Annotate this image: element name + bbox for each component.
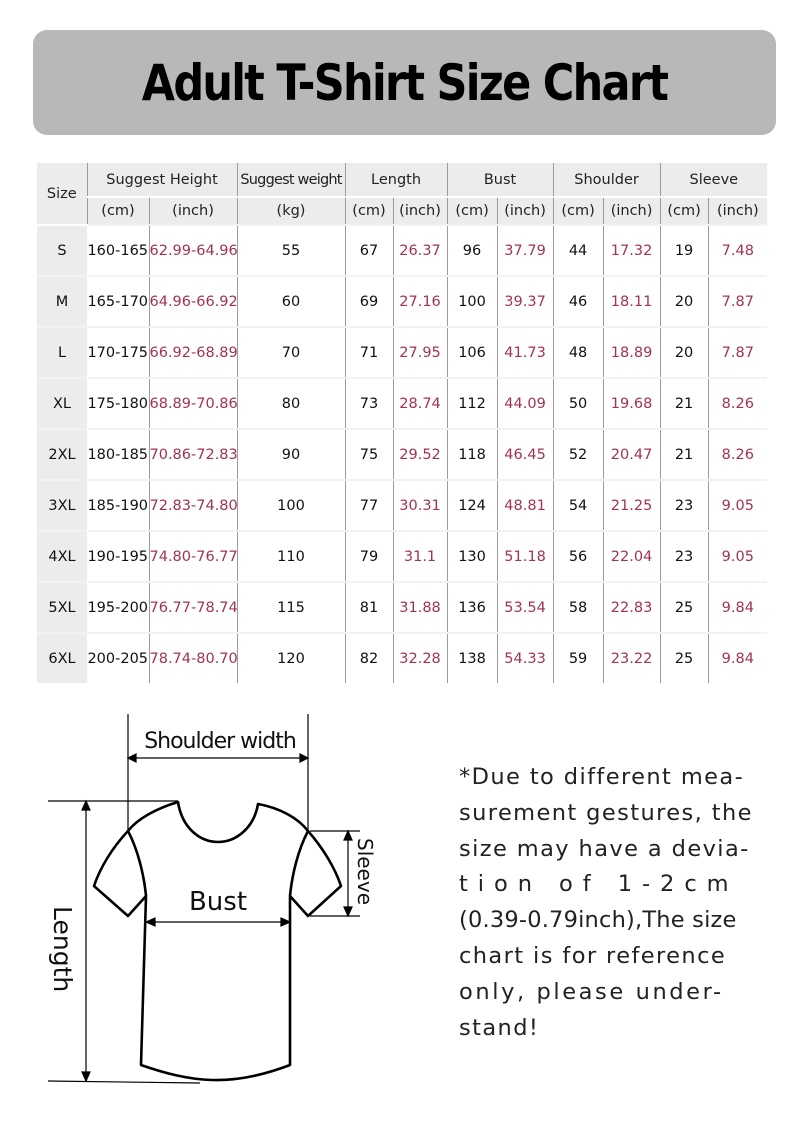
label-length: Length — [48, 906, 77, 993]
cell-sleeve-cm: 23 — [660, 531, 708, 582]
title-banner — [33, 30, 776, 135]
cell-bust-inch: 53.54 — [497, 582, 553, 633]
table-body — [37, 225, 767, 683]
cell-sleeve-inch: 9.05 — [708, 531, 767, 582]
cell-sleeve-inch: 8.26 — [708, 378, 767, 429]
cell-bust-cm: 96 — [447, 225, 497, 276]
cell-weight-kg: 80 — [237, 378, 345, 429]
cell-bust-cm: 136 — [447, 582, 497, 633]
tshirt-outline-icon — [94, 802, 341, 1080]
cell-size: 3XL — [37, 480, 87, 531]
cell-bust-inch: 51.18 — [497, 531, 553, 582]
cell-shoulder-cm: 56 — [553, 531, 603, 582]
table-row — [37, 582, 767, 633]
cell-length-cm: 75 — [345, 429, 393, 480]
unit-length-cm: (cm) — [345, 197, 393, 225]
cell-bust-cm: 124 — [447, 480, 497, 531]
cell-weight-kg: 110 — [237, 531, 345, 582]
cell-sleeve-cm: 20 — [660, 276, 708, 327]
cell-length-cm: 69 — [345, 276, 393, 327]
cell-size: 6XL — [37, 633, 87, 683]
cell-length-inch: 31.1 — [393, 531, 447, 582]
cell-shoulder-inch: 23.22 — [603, 633, 660, 683]
unit-weight-kg: (kg) — [237, 197, 345, 225]
unit-bust-cm: (cm) — [447, 197, 497, 225]
cell-height-cm: 175-180 — [87, 378, 149, 429]
note-line: t i o n o f 1 - 2 c m — [459, 871, 730, 898]
size-deviation-note — [459, 760, 753, 1046]
cell-length-cm: 73 — [345, 378, 393, 429]
cell-sleeve-cm: 25 — [660, 633, 708, 683]
label-shoulder-width: Shoulder width — [144, 729, 296, 754]
cell-shoulder-inch: 18.89 — [603, 327, 660, 378]
cell-height-inch: 62.99-64.96 — [149, 225, 237, 276]
cell-length-inch: 27.16 — [393, 276, 447, 327]
cell-bust-inch: 44.09 — [497, 378, 553, 429]
cell-length-inch: 32.28 — [393, 633, 447, 683]
cell-weight-kg: 60 — [237, 276, 345, 327]
label-bust: Bust — [188, 887, 248, 917]
cell-height-cm: 185-190 — [87, 480, 149, 531]
note-line: (0.39-0.79inch),The size — [459, 907, 737, 934]
cell-size: 4XL — [37, 531, 87, 582]
cell-length-inch: 31.88 — [393, 582, 447, 633]
table-row — [37, 225, 767, 276]
cell-length-cm: 81 — [345, 582, 393, 633]
cell-length-inch: 26.37 — [393, 225, 447, 276]
note-line: surement gestures, the — [459, 799, 753, 826]
cell-length-inch: 29.52 — [393, 429, 447, 480]
cell-length-cm: 67 — [345, 225, 393, 276]
cell-length-inch: 28.74 — [393, 378, 447, 429]
cell-length-inch: 30.31 — [393, 480, 447, 531]
cell-shoulder-inch: 18.11 — [603, 276, 660, 327]
table-row — [37, 378, 767, 429]
cell-bust-inch: 41.73 — [497, 327, 553, 378]
cell-sleeve-inch: 7.48 — [708, 225, 767, 276]
table-row — [37, 633, 767, 683]
size-chart-table — [37, 163, 767, 683]
cell-height-cm: 200-205 — [87, 633, 149, 683]
unit-sleeve-cm: (cm) — [660, 197, 708, 225]
cell-size: XL — [37, 378, 87, 429]
cell-height-inch: 78.74-80.70 — [149, 633, 237, 683]
cell-height-inch: 76.77-78.74 — [149, 582, 237, 633]
table-row — [37, 327, 767, 378]
header-row-units — [37, 197, 767, 225]
cell-size: M — [37, 276, 87, 327]
cell-size: S — [37, 225, 87, 276]
cell-height-inch: 72.83-74.80 — [149, 480, 237, 531]
cell-shoulder-cm: 44 — [553, 225, 603, 276]
cell-height-inch: 68.89-70.86 — [149, 378, 237, 429]
cell-shoulder-inch: 21.25 — [603, 480, 660, 531]
cell-sleeve-inch: 8.26 — [708, 429, 767, 480]
unit-bust-inch: (inch) — [497, 197, 553, 225]
unit-height-cm: (cm) — [87, 197, 149, 225]
note-line: only, please under- — [459, 978, 724, 1005]
cell-bust-cm: 100 — [447, 276, 497, 327]
cell-bust-inch: 37.79 — [497, 225, 553, 276]
cell-height-inch: 64.96-66.92 — [149, 276, 237, 327]
note-line: chart is for reference — [459, 942, 727, 969]
cell-sleeve-cm: 23 — [660, 480, 708, 531]
cell-bust-cm: 138 — [447, 633, 497, 683]
table-row — [37, 276, 767, 327]
cell-height-cm: 170-175 — [87, 327, 149, 378]
cell-shoulder-inch: 19.68 — [603, 378, 660, 429]
cell-size: L — [37, 327, 87, 378]
cell-height-inch: 74.80-76.77 — [149, 531, 237, 582]
cell-height-cm: 165-170 — [87, 276, 149, 327]
cell-length-cm: 71 — [345, 327, 393, 378]
cell-height-inch: 70.86-72.83 — [149, 429, 237, 480]
cell-shoulder-cm: 50 — [553, 378, 603, 429]
unit-sleeve-inch: (inch) — [708, 197, 767, 225]
cell-sleeve-inch: 7.87 — [708, 327, 767, 378]
cell-bust-cm: 118 — [447, 429, 497, 480]
cell-height-cm: 160-165 — [87, 225, 149, 276]
header-shoulder: Shoulder — [553, 163, 660, 197]
cell-length-cm: 79 — [345, 531, 393, 582]
cell-sleeve-cm: 25 — [660, 582, 708, 633]
cell-weight-kg: 55 — [237, 225, 345, 276]
header-sleeve: Sleeve — [660, 163, 767, 197]
cell-shoulder-cm: 54 — [553, 480, 603, 531]
note-line: size may have a devia- — [459, 835, 750, 862]
label-sleeve: Sleeve — [353, 838, 377, 906]
unit-shoulder-cm: (cm) — [553, 197, 603, 225]
cell-length-cm: 77 — [345, 480, 393, 531]
cell-height-cm: 195-200 — [87, 582, 149, 633]
unit-height-inch: (inch) — [149, 197, 237, 225]
cell-weight-kg: 70 — [237, 327, 345, 378]
cell-sleeve-inch: 7.87 — [708, 276, 767, 327]
header-length: Length — [345, 163, 447, 197]
table-row — [37, 480, 767, 531]
cell-shoulder-inch: 20.47 — [603, 429, 660, 480]
note-line: stand! — [459, 1014, 540, 1041]
unit-length-inch: (inch) — [393, 197, 447, 225]
cell-length-inch: 27.95 — [393, 327, 447, 378]
header-row-groups — [37, 163, 767, 197]
page-title: Adult T-Shirt Size Chart — [141, 53, 668, 112]
header-size: Size — [37, 163, 87, 225]
cell-sleeve-cm: 21 — [660, 378, 708, 429]
cell-shoulder-cm: 52 — [553, 429, 603, 480]
cell-sleeve-inch: 9.84 — [708, 633, 767, 683]
cell-shoulder-cm: 46 — [553, 276, 603, 327]
cell-sleeve-inch: 9.84 — [708, 582, 767, 633]
cell-bust-cm: 112 — [447, 378, 497, 429]
cell-size: 5XL — [37, 582, 87, 633]
cell-height-cm: 190-195 — [87, 531, 149, 582]
cell-size: 2XL — [37, 429, 87, 480]
note-line: *Due to different mea- — [459, 764, 745, 790]
cell-weight-kg: 120 — [237, 633, 345, 683]
header-suggest-height: Suggest Height — [87, 163, 237, 197]
cell-bust-inch: 54.33 — [497, 633, 553, 683]
cell-sleeve-cm: 19 — [660, 225, 708, 276]
cell-shoulder-cm: 48 — [553, 327, 603, 378]
cell-height-inch: 66.92-68.89 — [149, 327, 237, 378]
cell-shoulder-inch: 17.32 — [603, 225, 660, 276]
cell-sleeve-cm: 20 — [660, 327, 708, 378]
table-row — [37, 429, 767, 480]
table-row — [37, 531, 767, 582]
cell-sleeve-cm: 21 — [660, 429, 708, 480]
cell-weight-kg: 115 — [237, 582, 345, 633]
header-bust: Bust — [447, 163, 553, 197]
cell-shoulder-inch: 22.04 — [603, 531, 660, 582]
cell-bust-cm: 106 — [447, 327, 497, 378]
cell-bust-inch: 48.81 — [497, 480, 553, 531]
unit-shoulder-inch: (inch) — [603, 197, 660, 225]
cell-shoulder-inch: 22.83 — [603, 582, 660, 633]
cell-bust-inch: 46.45 — [497, 429, 553, 480]
cell-height-cm: 180-185 — [87, 429, 149, 480]
cell-bust-cm: 130 — [447, 531, 497, 582]
cell-bust-inch: 39.37 — [497, 276, 553, 327]
header-suggest-weight: Suggest weight — [237, 163, 345, 197]
cell-weight-kg: 100 — [237, 480, 345, 531]
tshirt-measurement-diagram — [40, 700, 420, 1100]
cell-sleeve-inch: 9.05 — [708, 480, 767, 531]
cell-shoulder-cm: 59 — [553, 633, 603, 683]
cell-length-cm: 82 — [345, 633, 393, 683]
cell-weight-kg: 90 — [237, 429, 345, 480]
cell-shoulder-cm: 58 — [553, 582, 603, 633]
